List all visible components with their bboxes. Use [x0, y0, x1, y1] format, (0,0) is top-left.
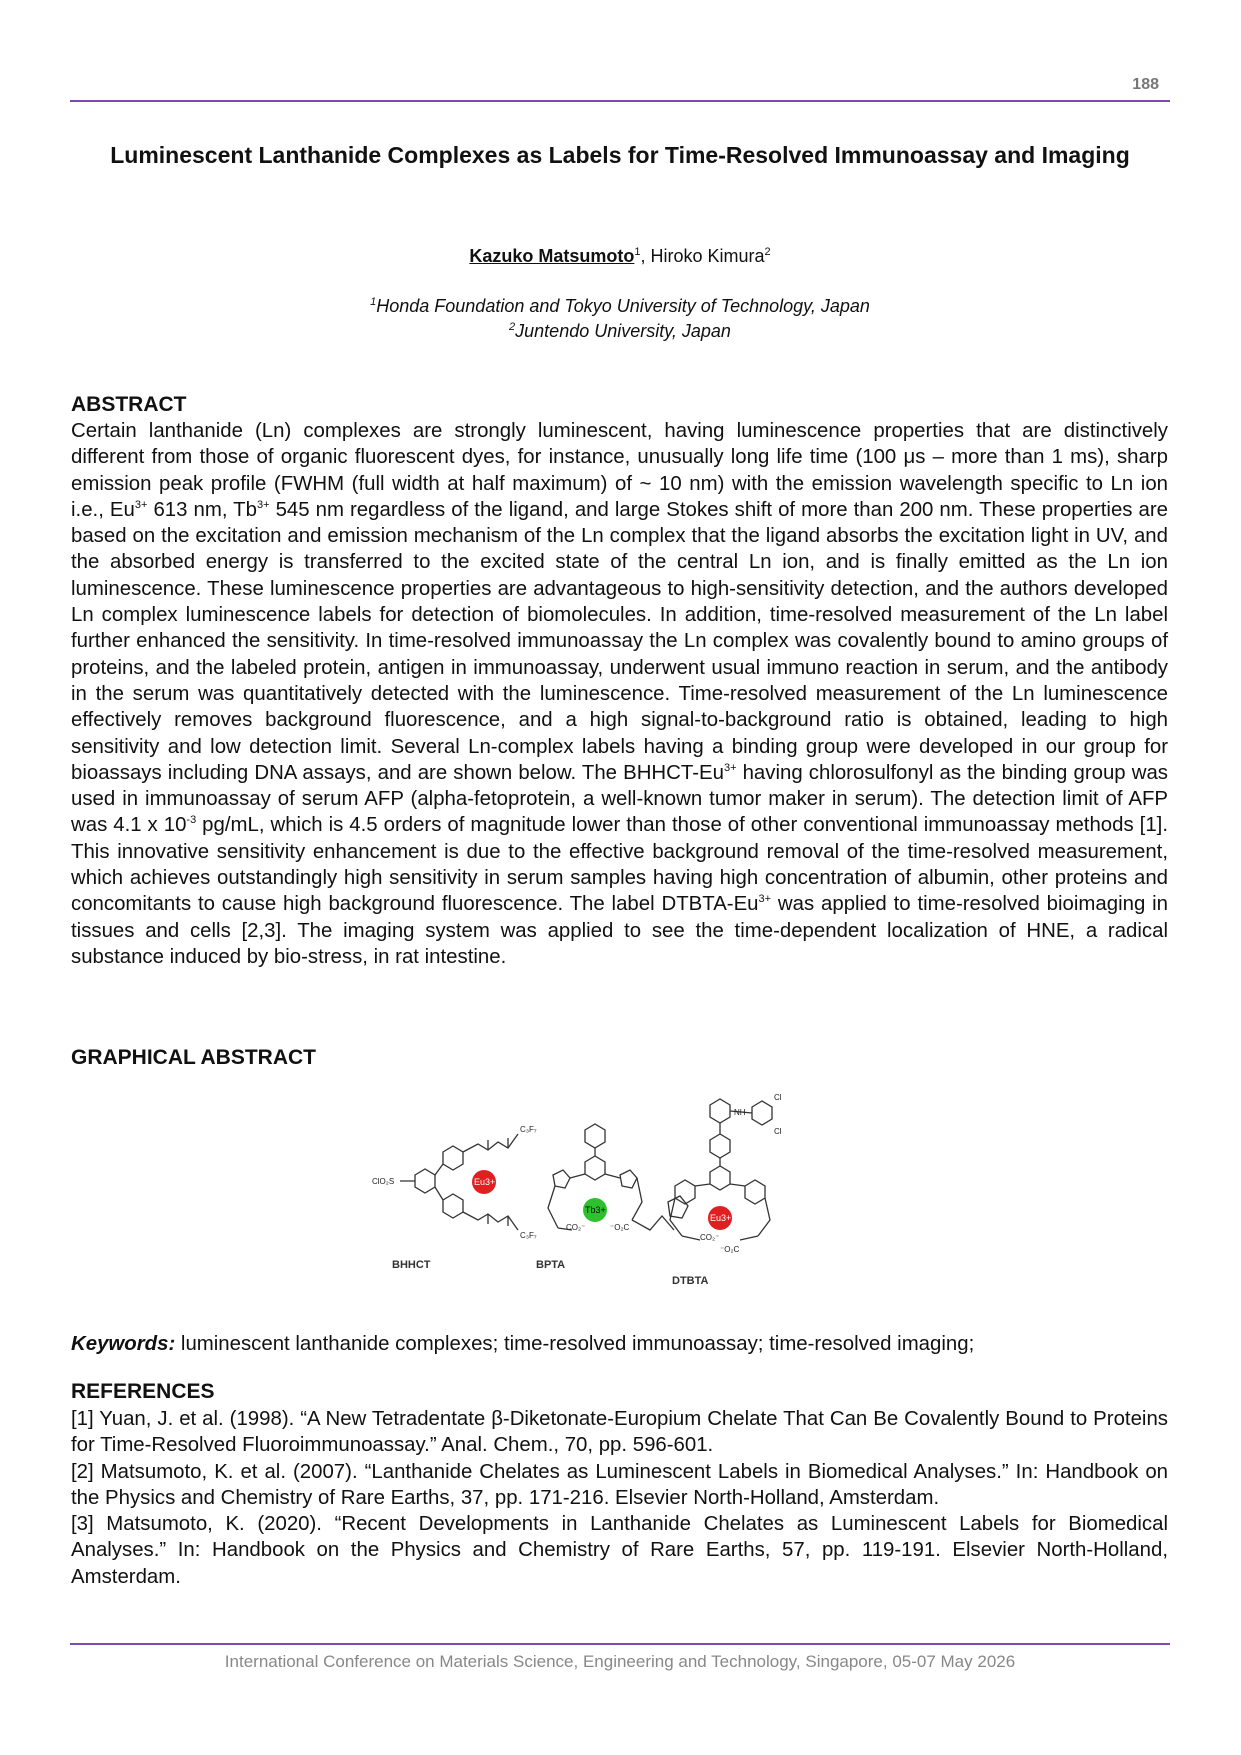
compound-label-bpta: BPTA: [536, 1259, 566, 1271]
abstract-text: was applied to time-resolved bioimaging in tissues and cells [2,3]. The imaging system was applied to see the time-dependent localization of HNE, a radical substance induced by bio-stress, in rat intestine.: [71, 893, 1168, 968]
affiliation-2: [100, 321, 1140, 342]
bpta-chains: [548, 1148, 674, 1230]
bpta-phenyl-ring: [585, 1124, 605, 1148]
compound-label-bhhct: BHHCT: [392, 1259, 431, 1271]
abstract-text: Certain lanthanide (Ln) complexes are strongly luminescent, having luminescence properties that are distinctively different from those of organic fluorescent dyes, for instance, unusually long life time (100 μs – more than 1 ms), sharp emission peak profile (FWHM (full width at half maximum) of ~ 10 nm) with the emission wavelength specific to Ln ion i.e., Eu: [71, 420, 1168, 521]
affiliation-1: [100, 296, 1140, 317]
c3f7-label-top: C₃F₇: [520, 1125, 537, 1134]
conference-footer: International Conference on Materials Science, Engineering and Technology, Singapore, 05-07 May 2026: [224, 1652, 1016, 1671]
references-heading: REFERENCES: [71, 1380, 215, 1403]
abstract-heading: ABSTRACT: [71, 393, 187, 416]
charge-superscript: 3+: [256, 499, 270, 512]
affiliation-mark: 1: [370, 296, 377, 308]
eu-ion-label: Eu3+: [710, 1213, 732, 1223]
affiliation-text: Juntendo University, Japan: [515, 321, 731, 341]
bhhct-ring-2: [443, 1146, 463, 1170]
nh-label: NH: [734, 1108, 746, 1117]
reference-item: [2] Matsumoto, K. et al. (2007). “Lanthanide Chelates as Luminescent Labels in Biomedical Analyses.” In: Handbook on the Physics and Chemistry of Rare Earths, 37, pp. 171-216. Elsevier North-Holland, Amsterdam.: [71, 1460, 1168, 1509]
bpta-pyrazole-right: [620, 1170, 637, 1188]
keywords-text: luminescent lanthanide complexes; time-resolved immunoassay; time-resolved imaging;: [175, 1333, 975, 1355]
graphical-abstract-figure: [370, 1090, 880, 1310]
carboxylate-label: ⁻O₂C: [610, 1223, 630, 1232]
keywords-label: Keywords:: [71, 1333, 176, 1355]
presenting-author: Kazuko Matsumoto: [469, 246, 635, 266]
author-affiliation-mark: 2: [764, 246, 771, 258]
carboxylate-label: CO₂⁻: [566, 1223, 586, 1232]
affiliation-text: Honda Foundation and Tokyo University of Technology, Japan: [376, 296, 870, 316]
graphical-abstract-heading: GRAPHICAL ABSTRACT: [71, 1046, 316, 1069]
affiliation-mark: 2: [509, 321, 516, 333]
dtbta-phenyl-ring-2: [710, 1134, 730, 1158]
abstract-text: 613 nm, Tb: [147, 498, 257, 521]
page-number: 188: [1132, 76, 1159, 93]
cl-label-bottom: Cl: [774, 1127, 782, 1136]
keywords-line: [71, 1333, 1171, 1356]
author-separator: ,: [640, 246, 651, 266]
bhhct-ring-3: [443, 1194, 463, 1218]
dtbta-pyridine-left: [675, 1180, 695, 1204]
footer-divider: [70, 1643, 1170, 1645]
bhhct-ring-1: [415, 1169, 435, 1193]
dtbta-phenyl-ring-1: [710, 1099, 730, 1123]
coauthor: Hiroko Kimura: [650, 246, 765, 266]
paper-title: Luminescent Lanthanide Complexes as Labels for Time-Resolved Immunoassay and Imaging: [110, 142, 1130, 168]
author-list: [100, 246, 1140, 267]
compound-label-dtbta: DTBTA: [672, 1275, 709, 1287]
bpta-pyrazole-left: [553, 1170, 570, 1188]
cl-label-top: Cl: [774, 1093, 782, 1102]
carboxylate-label: ⁻O₂C: [720, 1245, 740, 1254]
reference-list: [71, 1406, 1168, 1590]
dtbta-pyridine-right: [745, 1180, 765, 1204]
abstract-body: [71, 418, 1168, 970]
abstract-text: having chlorosulfonyl as the binding group was used in immunoassay of serum AFP (alpha-fetoprotein, a well-known tumor maker in serum). The detection limit of AFP was 4.1 x 10: [71, 761, 1168, 837]
bhhct-chains: [400, 1134, 518, 1230]
exponent-superscript: -3: [186, 814, 197, 827]
dtbta-pyridine-center: [710, 1166, 730, 1190]
carboxylate-label: CO₂⁻: [700, 1233, 720, 1242]
chemical-structures-diagram: [370, 1090, 880, 1310]
tb-ion-label: Tb3+: [585, 1205, 606, 1215]
chlorosulfonyl-label: ClO₂S: [372, 1177, 395, 1186]
reference-item: [1] Yuan, J. et al. (1998). “A New Tetradentate β-Diketonate-Europium Chelate That Can Be Covalently Bound to Proteins for Time-Resolved Fluoroimmunoassay.” Anal. Chem., 70, pp. 596-601.: [71, 1408, 1168, 1457]
eu-ion-label: Eu3+: [474, 1177, 496, 1187]
charge-superscript: 3+: [134, 499, 148, 512]
charge-superscript: 3+: [723, 762, 737, 775]
author-affiliation-mark: 1: [634, 246, 641, 258]
reference-item: [3] Matsumoto, K. (2020). “Recent Developments in Lanthanide Chelates as Luminescent Labels for Biomedical Analyses.” In: Handbook on the Physics and Chemistry of Rare Earths, 57, pp. 119-191. Elsevier North-Holland, Amsterdam.: [71, 1513, 1168, 1588]
abstract-text: pg/mL, which is 4.5 orders of magnitude lower than those of other conventional immunoassay methods [1]. This innovative sensitivity enhancement is due to the effective background removal of the time-resolved measurement, which achieves outstandingly high sensitivity in serum samples having high concentration of albumin, other proteins and concomitants to cause high background fluorescence. The label DTBTA-Eu: [71, 814, 1168, 916]
dtbta-triazine-ring: [752, 1101, 772, 1125]
abstract-text: 545 nm regardless of the ligand, and large Stokes shift of more than 200 nm. These properties are based on the excitation and emission mechanism of the Ln complex that the ligand absorbs the excitation light in UV, and the absorbed energy is transferred to the excited state of the central Ln ion, and is finally emitted as the Ln ion luminescence. These luminescence properties are advantageous to high-sensitivity detection, and the authors developed Ln complex luminescence labels for detection of biomolecules. In addition, time-resolved measurement of the Ln label further enhanced the sensitivity. In time-resolved immunoassay the Ln complex was covalently bound to amino groups of proteins, and the labeled protein, antigen in immunoassay, underwent usual immuno reaction in serum, and the antibody in the serum was quantitatively detected with the luminescence. Time-resolved measurement of the Ln luminescence effectively removes background fluorescence, and a high signal-to-background ratio is obtained, leading to high sensitivity and low detection limit. Several Ln-complex labels having a binding group were developed in our group for bioassays including DNA assays, and are shown below. The BHHCT-Eu: [71, 498, 1168, 784]
header-divider: [70, 100, 1170, 102]
c3f7-label-bottom: C₃F₇: [520, 1231, 537, 1240]
bpta-pyridine-ring: [585, 1156, 605, 1180]
charge-superscript: 3+: [758, 893, 772, 906]
